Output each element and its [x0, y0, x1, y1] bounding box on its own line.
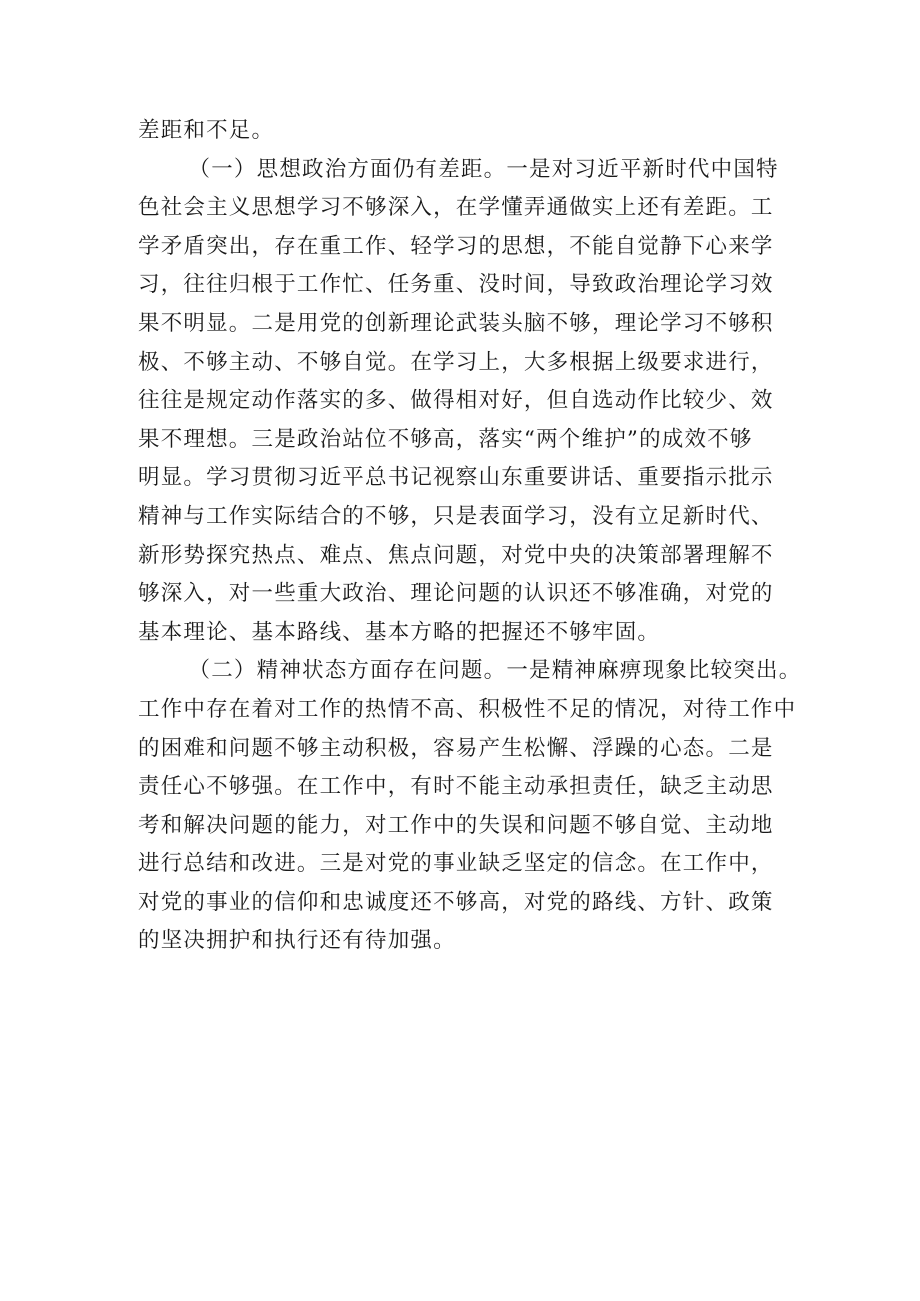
text-line: 考和解决问题的能力，对工作中的失误和问题不够自觉、主动地	[138, 812, 774, 838]
text-line: 果不明显。二是用党的创新理论武装头脑不够，理论学习不够积	[138, 310, 774, 336]
text-line: （二）精神状态方面存在问题。一是精神麻痹现象比较突出。	[188, 658, 802, 684]
text-line: 新形势探究热点、难点、焦点问题，对党中央的决策部署理解不	[138, 542, 774, 568]
text-line: 工作中存在着对工作的热情不高、积极性不足的情况，对待工作中	[138, 696, 797, 722]
paragraph-continuation	[138, 112, 790, 151]
text-line: 色社会主义思想学习不够深入，在学懂弄通做实上还有差距。工	[138, 195, 774, 221]
text-line: 精神与工作实际结合的不够，只是表面学习，没有立足新时代、	[138, 503, 774, 529]
text-line: 的困难和问题不够主动积极，容易产生松懈、浮躁的心态。二是	[138, 735, 774, 761]
paragraph-mental-state	[138, 652, 802, 961]
text-line: 极、不够主动、不够自觉。在学习上，大多根据上级要求进行，	[138, 349, 774, 375]
text-line: 进行总结和改进。三是对党的事业缺乏坚定的信念。在工作中，	[138, 851, 774, 877]
text-line: 对党的事业的信仰和忠诚度还不够高，对党的路线、方针、政策	[138, 889, 774, 915]
text-line: 果不理想。三是政治站位不够高，落实“两个维护”的成效不够	[138, 426, 753, 452]
text-line: 习，往往归根于工作忙、任务重、没时间，导致政治理论学习效	[138, 272, 774, 298]
text-line: 够深入，对一些重大政治、理论问题的认识还不够准确，对党的	[138, 581, 774, 607]
text-line: 责任心不够强。在工作中，有时不能主动承担责任，缺乏主动思	[138, 774, 774, 800]
text-line: 差距和不足。	[138, 118, 275, 143]
text-line: （一）思想政治方面仍有差距。一是对习近平新时代中国特	[188, 156, 779, 182]
text-line: 的坚决拥护和执行还有待加强。	[138, 928, 456, 954]
text-line: 往往是规定动作落实的多、做得相对好，但自选动作比较少、效	[138, 388, 774, 414]
text-line: 明显。学习贯彻习近平总书记视察山东重要讲话、重要指示批示	[138, 465, 774, 491]
text-line: 学矛盾突出，存在重工作、轻学习的思想，不能自觉静下心来学	[138, 233, 774, 259]
paragraph-ideological-political	[138, 151, 790, 653]
document-body	[138, 112, 802, 961]
text-line: 基本理论、基本路线、基本方略的把握还不够牢固。	[138, 619, 661, 645]
